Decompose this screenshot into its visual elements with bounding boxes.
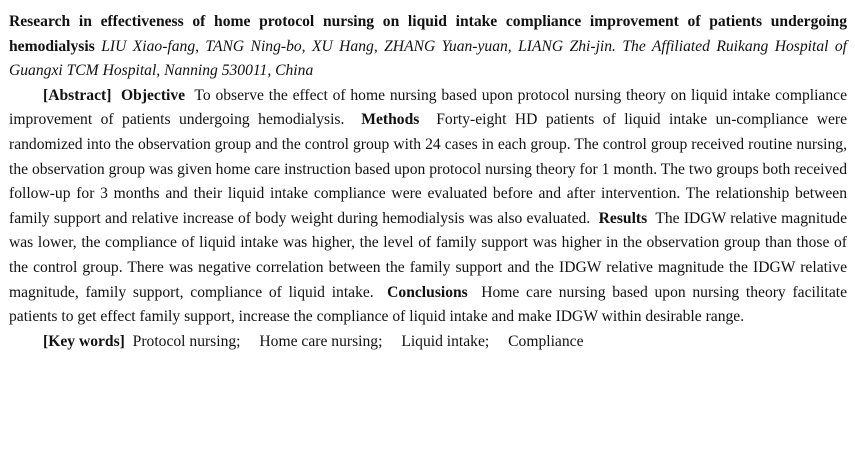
results-text: The IDGW relative magnitude was lower, the compliance of liquid intake was higher, the level of family support was higher in the observation group than those of the control group. There was negative correlation between the family support and the IDGW relative magnitude the IDGW relative magnitude, family support, compliance of liquid intake. xyxy=(9,209,847,301)
keyword-item: Protocol nursing; xyxy=(132,332,241,350)
keyword-item: Liquid intake; xyxy=(401,332,490,350)
article-title: Research in effectiveness of home protocol nursing on liquid intake compliance improvement of patients undergoing hemodialysis xyxy=(9,13,847,55)
article-affiliation: The Affiliated Ruikang Hospital of Guangxi TCM Hospital, Nanning 530011, China xyxy=(9,37,847,80)
abstract-paragraph xyxy=(9,84,847,330)
keywords-line xyxy=(9,330,847,355)
title-authors-block xyxy=(9,10,847,84)
objective-label: Objective xyxy=(121,86,186,104)
conclusions-label: Conclusions xyxy=(387,283,468,301)
abstract-label: [Abstract] xyxy=(43,86,112,104)
article-authors: LIU Xiao-fang, TANG Ning-bo, XU Hang, ZHANG Yuan-yuan, LIANG Zhi-jin. xyxy=(101,37,616,55)
methods-text: Forty-eight HD patients of liquid intake un-compliance were randomized into the observation group and the control group with 24 cases in each group. The control group received routine nursing, the observation group was given home care instruction based upon protocol nursing theory for 1 month. The two groups both received follow-up for 3 months and their liquid intake compliance were evaluated before and after intervention. The relationship between family support and relative increase of body weight during hemodialysis was also evaluated. xyxy=(9,111,848,227)
methods-label: Methods xyxy=(361,111,420,129)
results-label: Results xyxy=(598,209,648,227)
keyword-item: Compliance xyxy=(508,332,584,350)
objective-text: To observe the effect of home nursing based upon protocol nursing theory on liquid intake compliance improvement of patients undergoing hemodialysis. xyxy=(9,86,847,129)
conclusions-text: Home care nursing based upon nursing theory facilitate patients to get effect family support, increase the compliance of liquid intake and make IDGW within desirable range. xyxy=(9,283,847,326)
keyword-item: Home care nursing; xyxy=(259,332,383,350)
keywords-label: [Key words] xyxy=(43,332,125,350)
